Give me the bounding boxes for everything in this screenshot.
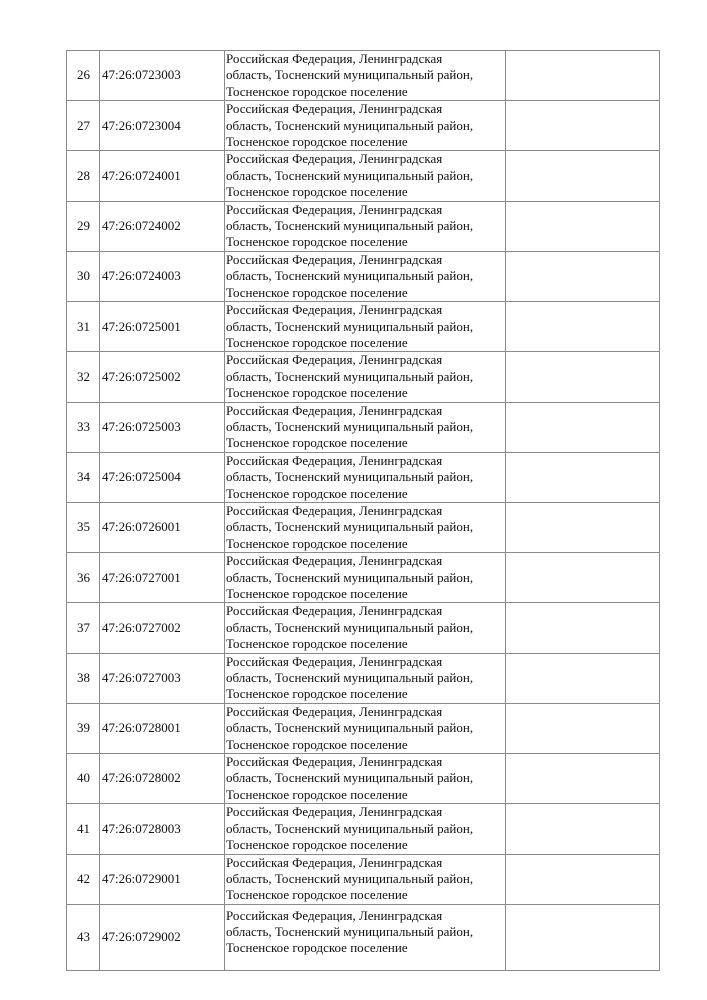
cadastral-number: 47:26:0723003 xyxy=(100,51,225,101)
notes-cell xyxy=(506,352,660,402)
table-row xyxy=(67,302,660,352)
notes-cell xyxy=(506,754,660,804)
table-row xyxy=(67,754,660,804)
table-row xyxy=(67,51,660,101)
address-line: Российская Федерация, Ленинградская xyxy=(226,502,443,518)
address-line: область, Тосненский муниципальный район, xyxy=(226,569,474,585)
row-number: 40 xyxy=(67,754,100,804)
address-line: область, Тосненский муниципальный район, xyxy=(226,167,474,183)
address-line: Российская Федерация, Ленинградская xyxy=(226,907,443,923)
address-line: Российская Федерация, Ленинградская xyxy=(226,402,443,418)
location-address xyxy=(225,553,506,603)
cadastral-number: 47:26:0726001 xyxy=(100,502,225,552)
notes-cell xyxy=(506,402,660,452)
notes-cell xyxy=(506,804,660,854)
row-number: 43 xyxy=(67,904,100,970)
address-line: область, Тосненский муниципальный район, xyxy=(226,670,474,686)
address-line: область, Тосненский муниципальный район, xyxy=(226,318,474,334)
location-address xyxy=(225,854,506,904)
address-line: Тосненское городское поселение xyxy=(226,535,408,551)
location-address xyxy=(225,302,506,352)
cadastral-number: 47:26:0729002 xyxy=(100,904,225,970)
location-address xyxy=(225,452,506,502)
address-line: Тосненское городское поселение xyxy=(226,435,408,451)
row-number: 38 xyxy=(67,653,100,703)
address-line: область, Тосненский муниципальный район, xyxy=(226,368,474,384)
address-line: область, Тосненский муниципальный район, xyxy=(226,469,474,485)
cadastral-number: 47:26:0725004 xyxy=(100,452,225,502)
cadastral-number: 47:26:0727003 xyxy=(100,653,225,703)
notes-cell xyxy=(506,302,660,352)
address-line: Тосненское городское поселение xyxy=(226,184,408,200)
address-line: Тосненское городское поселение xyxy=(226,786,408,802)
notes-cell xyxy=(506,904,660,970)
address-line: Российская Федерация, Ленинградская xyxy=(226,804,443,820)
address-line: область, Тосненский муниципальный район, xyxy=(226,820,474,836)
table-row xyxy=(67,854,660,904)
address-line: Тосненское городское поселение xyxy=(226,736,408,752)
cadastral-number: 47:26:0724002 xyxy=(100,201,225,251)
location-address xyxy=(225,502,506,552)
table-row xyxy=(67,352,660,402)
location-address xyxy=(225,402,506,452)
address-line: Тосненское городское поселение xyxy=(226,837,408,853)
table-row xyxy=(67,151,660,201)
table-row xyxy=(67,603,660,653)
location-address xyxy=(225,51,506,101)
table-row xyxy=(67,703,660,753)
address-line: Российская Федерация, Ленинградская xyxy=(226,51,443,66)
row-number: 29 xyxy=(67,201,100,251)
address-line: Российская Федерация, Ленинградская xyxy=(226,352,443,368)
address-line: область, Тосненский муниципальный район, xyxy=(226,870,474,886)
notes-cell xyxy=(506,101,660,151)
cadastral-number: 47:26:0728001 xyxy=(100,703,225,753)
address-line: Российская Федерация, Ленинградская xyxy=(226,854,443,870)
row-number: 33 xyxy=(67,402,100,452)
table-row xyxy=(67,804,660,854)
cadastral-number: 47:26:0729001 xyxy=(100,854,225,904)
location-address xyxy=(225,754,506,804)
address-line: область, Тосненский муниципальный район, xyxy=(226,924,474,940)
cadastral-number: 47:26:0725002 xyxy=(100,352,225,402)
address-line: Российская Федерация, Ленинградская xyxy=(226,553,443,569)
address-line: Тосненское городское поселение xyxy=(226,134,408,150)
notes-cell xyxy=(506,201,660,251)
cadastral-quarters-table xyxy=(66,50,660,971)
row-number: 39 xyxy=(67,703,100,753)
cadastral-number: 47:26:0724001 xyxy=(100,151,225,201)
address-line: область, Тосненский муниципальный район, xyxy=(226,619,474,635)
row-number: 41 xyxy=(67,804,100,854)
notes-cell xyxy=(506,251,660,301)
table-row xyxy=(67,653,660,703)
notes-cell xyxy=(506,854,660,904)
address-line: область, Тосненский муниципальный район, xyxy=(226,67,474,83)
address-line: Тосненское городское поселение xyxy=(226,940,408,956)
cadastral-number: 47:26:0725003 xyxy=(100,402,225,452)
cadastral-number: 47:26:0725001 xyxy=(100,302,225,352)
notes-cell xyxy=(506,452,660,502)
table-row xyxy=(67,101,660,151)
table-row xyxy=(67,452,660,502)
address-line: область, Тосненский муниципальный район, xyxy=(226,418,474,434)
location-address xyxy=(225,251,506,301)
address-line: Российская Федерация, Ленинградская xyxy=(226,603,443,619)
row-number: 42 xyxy=(67,854,100,904)
address-line: Тосненское городское поселение xyxy=(226,686,408,702)
address-line: Российская Федерация, Ленинградская xyxy=(226,101,443,117)
row-number: 32 xyxy=(67,352,100,402)
table-row xyxy=(67,553,660,603)
notes-cell xyxy=(506,603,660,653)
row-number: 30 xyxy=(67,251,100,301)
address-line: Тосненское городское поселение xyxy=(226,385,408,401)
row-number: 28 xyxy=(67,151,100,201)
table-row xyxy=(67,502,660,552)
address-line: Российская Федерация, Ленинградская xyxy=(226,151,443,167)
address-line: Тосненское городское поселение xyxy=(226,334,408,350)
cadastral-number: 47:26:0728002 xyxy=(100,754,225,804)
address-line: область, Тосненский муниципальный район, xyxy=(226,117,474,133)
location-address xyxy=(225,603,506,653)
table-row xyxy=(67,904,660,970)
address-line: Тосненское городское поселение xyxy=(226,234,408,250)
address-line: Тосненское городское поселение xyxy=(226,284,408,300)
address-line: область, Тосненский муниципальный район, xyxy=(226,519,474,535)
cadastral-number: 47:26:0727001 xyxy=(100,553,225,603)
row-number: 36 xyxy=(67,553,100,603)
address-line: Российская Федерация, Ленинградская xyxy=(226,452,443,468)
cadastral-number: 47:26:0724003 xyxy=(100,251,225,301)
row-number: 26 xyxy=(67,51,100,101)
row-number: 35 xyxy=(67,502,100,552)
table-body xyxy=(67,51,660,971)
address-line: Российская Федерация, Ленинградская xyxy=(226,703,443,719)
location-address xyxy=(225,703,506,753)
location-address xyxy=(225,201,506,251)
address-line: Российская Федерация, Ленинградская xyxy=(226,302,443,318)
address-line: Тосненское городское поселение xyxy=(226,485,408,501)
notes-cell xyxy=(506,502,660,552)
row-number: 27 xyxy=(67,101,100,151)
table-row xyxy=(67,251,660,301)
address-line: область, Тосненский муниципальный район, xyxy=(226,218,474,234)
location-address xyxy=(225,804,506,854)
location-address xyxy=(225,352,506,402)
notes-cell xyxy=(506,703,660,753)
location-address xyxy=(225,151,506,201)
address-line: область, Тосненский муниципальный район, xyxy=(226,268,474,284)
address-line: Российская Федерация, Ленинградская xyxy=(226,201,443,217)
cadastral-number: 47:26:0723004 xyxy=(100,101,225,151)
notes-cell xyxy=(506,653,660,703)
location-address xyxy=(225,653,506,703)
address-line: Российская Федерация, Ленинградская xyxy=(226,251,443,267)
address-line: Российская Федерация, Ленинградская xyxy=(226,754,443,770)
notes-cell xyxy=(506,553,660,603)
row-number: 31 xyxy=(67,302,100,352)
address-line: Российская Федерация, Ленинградская xyxy=(226,653,443,669)
row-number: 37 xyxy=(67,603,100,653)
notes-cell xyxy=(506,51,660,101)
address-line: Тосненское городское поселение xyxy=(226,636,408,652)
cadastral-number: 47:26:0728003 xyxy=(100,804,225,854)
location-address xyxy=(225,904,506,970)
address-line: Тосненское городское поселение xyxy=(226,586,408,601)
notes-cell xyxy=(506,151,660,201)
address-line: Тосненское городское поселение xyxy=(226,83,408,99)
table-row xyxy=(67,402,660,452)
row-number: 34 xyxy=(67,452,100,502)
address-line: Тосненское городское поселение xyxy=(226,887,408,903)
location-address xyxy=(225,101,506,151)
address-line: область, Тосненский муниципальный район, xyxy=(226,720,474,736)
address-line: область, Тосненский муниципальный район, xyxy=(226,770,474,786)
cadastral-number: 47:26:0727002 xyxy=(100,603,225,653)
table-row xyxy=(67,201,660,251)
